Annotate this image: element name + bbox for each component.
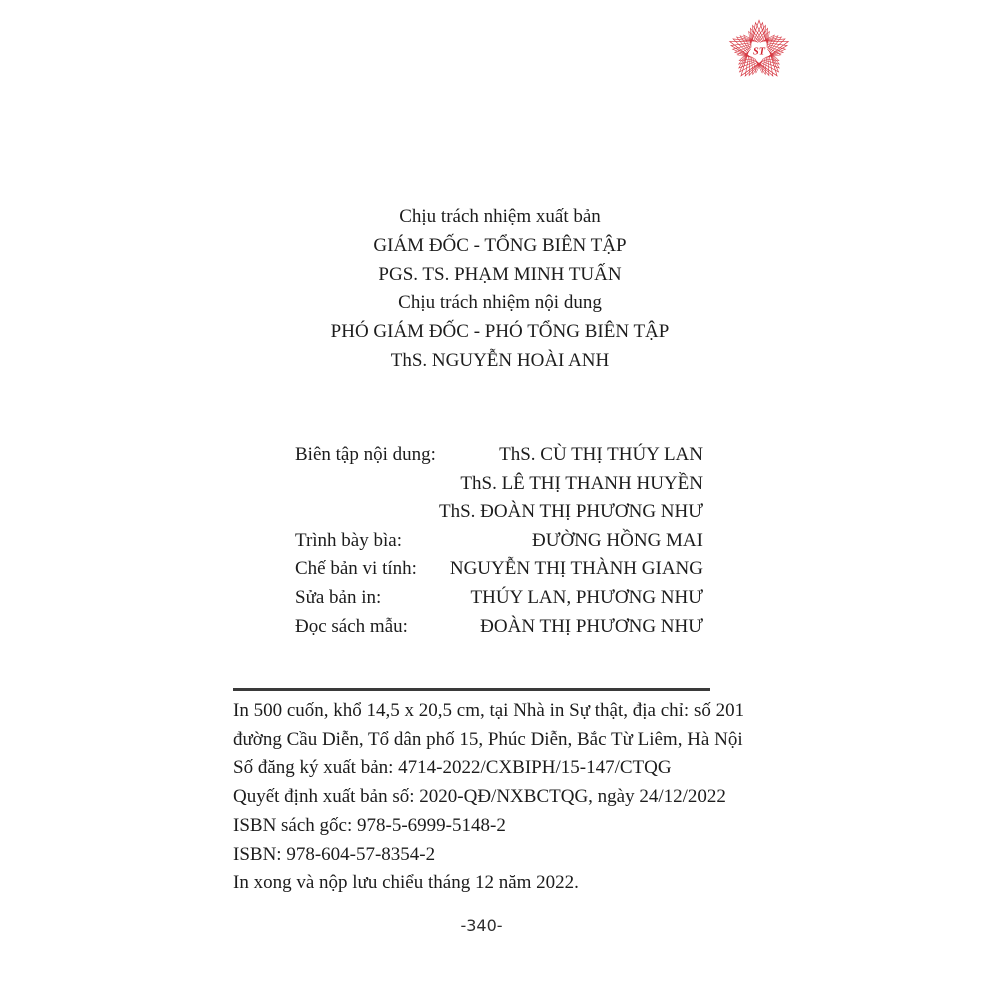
logo-monogram: ST bbox=[753, 46, 765, 58]
credit-value: NGUYỄN THỊ THÀNH GIANG bbox=[449, 558, 703, 580]
print-info-line: đường Cầu Diễn, Tổ dân phố 15, Phúc Diễn, Bắc Từ Liêm, Hà Nội bbox=[233, 728, 743, 750]
responsibility-block bbox=[0, 203, 1000, 376]
publisher-star-logo bbox=[727, 19, 791, 83]
credit-value: THÚY LAN, PHƯƠNG NHƯ bbox=[470, 586, 703, 608]
credit-row bbox=[295, 527, 703, 556]
print-info-line: Quyết định xuất bản số: 2020-QĐ/NXBCTQG, ngày 24/12/2022 bbox=[233, 786, 726, 808]
responsibility-line: Chịu trách nhiệm nội dung bbox=[398, 292, 602, 314]
credit-row bbox=[295, 470, 703, 499]
print-info-line: ISBN: 978-604-57-8354-2 bbox=[233, 843, 436, 865]
credit-label: Trình bày bìa: bbox=[295, 529, 402, 551]
divider-line bbox=[233, 688, 710, 691]
credit-value: ThS. CÙ THỊ THÚY LAN bbox=[499, 444, 703, 465]
print-info-line: Số đăng ký xuất bản: 4714-2022/CXBIPH/15-147/CTQG bbox=[233, 757, 672, 779]
credit-label: Biên tập nội dung: bbox=[295, 444, 436, 465]
credit-row bbox=[295, 498, 703, 527]
page-number: -340- bbox=[460, 916, 503, 935]
credit-value: ĐƯỜNG HỒNG MAI bbox=[532, 529, 703, 551]
responsibility-line: Chịu trách nhiệm xuất bản bbox=[399, 206, 601, 227]
print-info-line: ISBN sách gốc: 978-5-6999-5148-2 bbox=[233, 814, 506, 836]
responsibility-line: PHÓ GIÁM ĐỐC - PHÓ TỔNG BIÊN TẬP bbox=[330, 321, 670, 343]
credit-row bbox=[295, 441, 703, 470]
publisher-logo bbox=[727, 19, 791, 83]
credit-value: ThS. LÊ THỊ THANH HUYỀN bbox=[460, 472, 703, 494]
credit-row bbox=[295, 584, 703, 613]
credits-table bbox=[295, 441, 703, 641]
credit-row bbox=[295, 613, 703, 642]
credit-row bbox=[295, 555, 703, 584]
print-info-line: In 500 cuốn, khổ 14,5 x 20,5 cm, tại Nhà in Sự thật, địa chỉ: số 201 bbox=[233, 700, 745, 721]
credit-label: Đọc sách mẫu: bbox=[295, 615, 408, 637]
print-info-block bbox=[233, 697, 743, 898]
credit-label: Chế bản vi tính: bbox=[295, 558, 417, 580]
responsibility-line: PGS. TS. PHẠM MINH TUẤN bbox=[378, 263, 622, 285]
print-info-line: In xong và nộp lưu chiểu tháng 12 năm 2022. bbox=[233, 872, 579, 894]
credit-value: ĐOÀN THỊ PHƯƠNG NHƯ bbox=[480, 615, 703, 637]
responsibility-line: ThS. NGUYỄN HOÀI ANH bbox=[390, 349, 610, 371]
credit-label: Sửa bản in: bbox=[295, 586, 382, 608]
credit-value: ThS. ĐOÀN THỊ PHƯƠNG NHƯ bbox=[439, 501, 703, 523]
responsibility-line: GIÁM ĐỐC - TỔNG BIÊN TẬP bbox=[373, 234, 627, 256]
